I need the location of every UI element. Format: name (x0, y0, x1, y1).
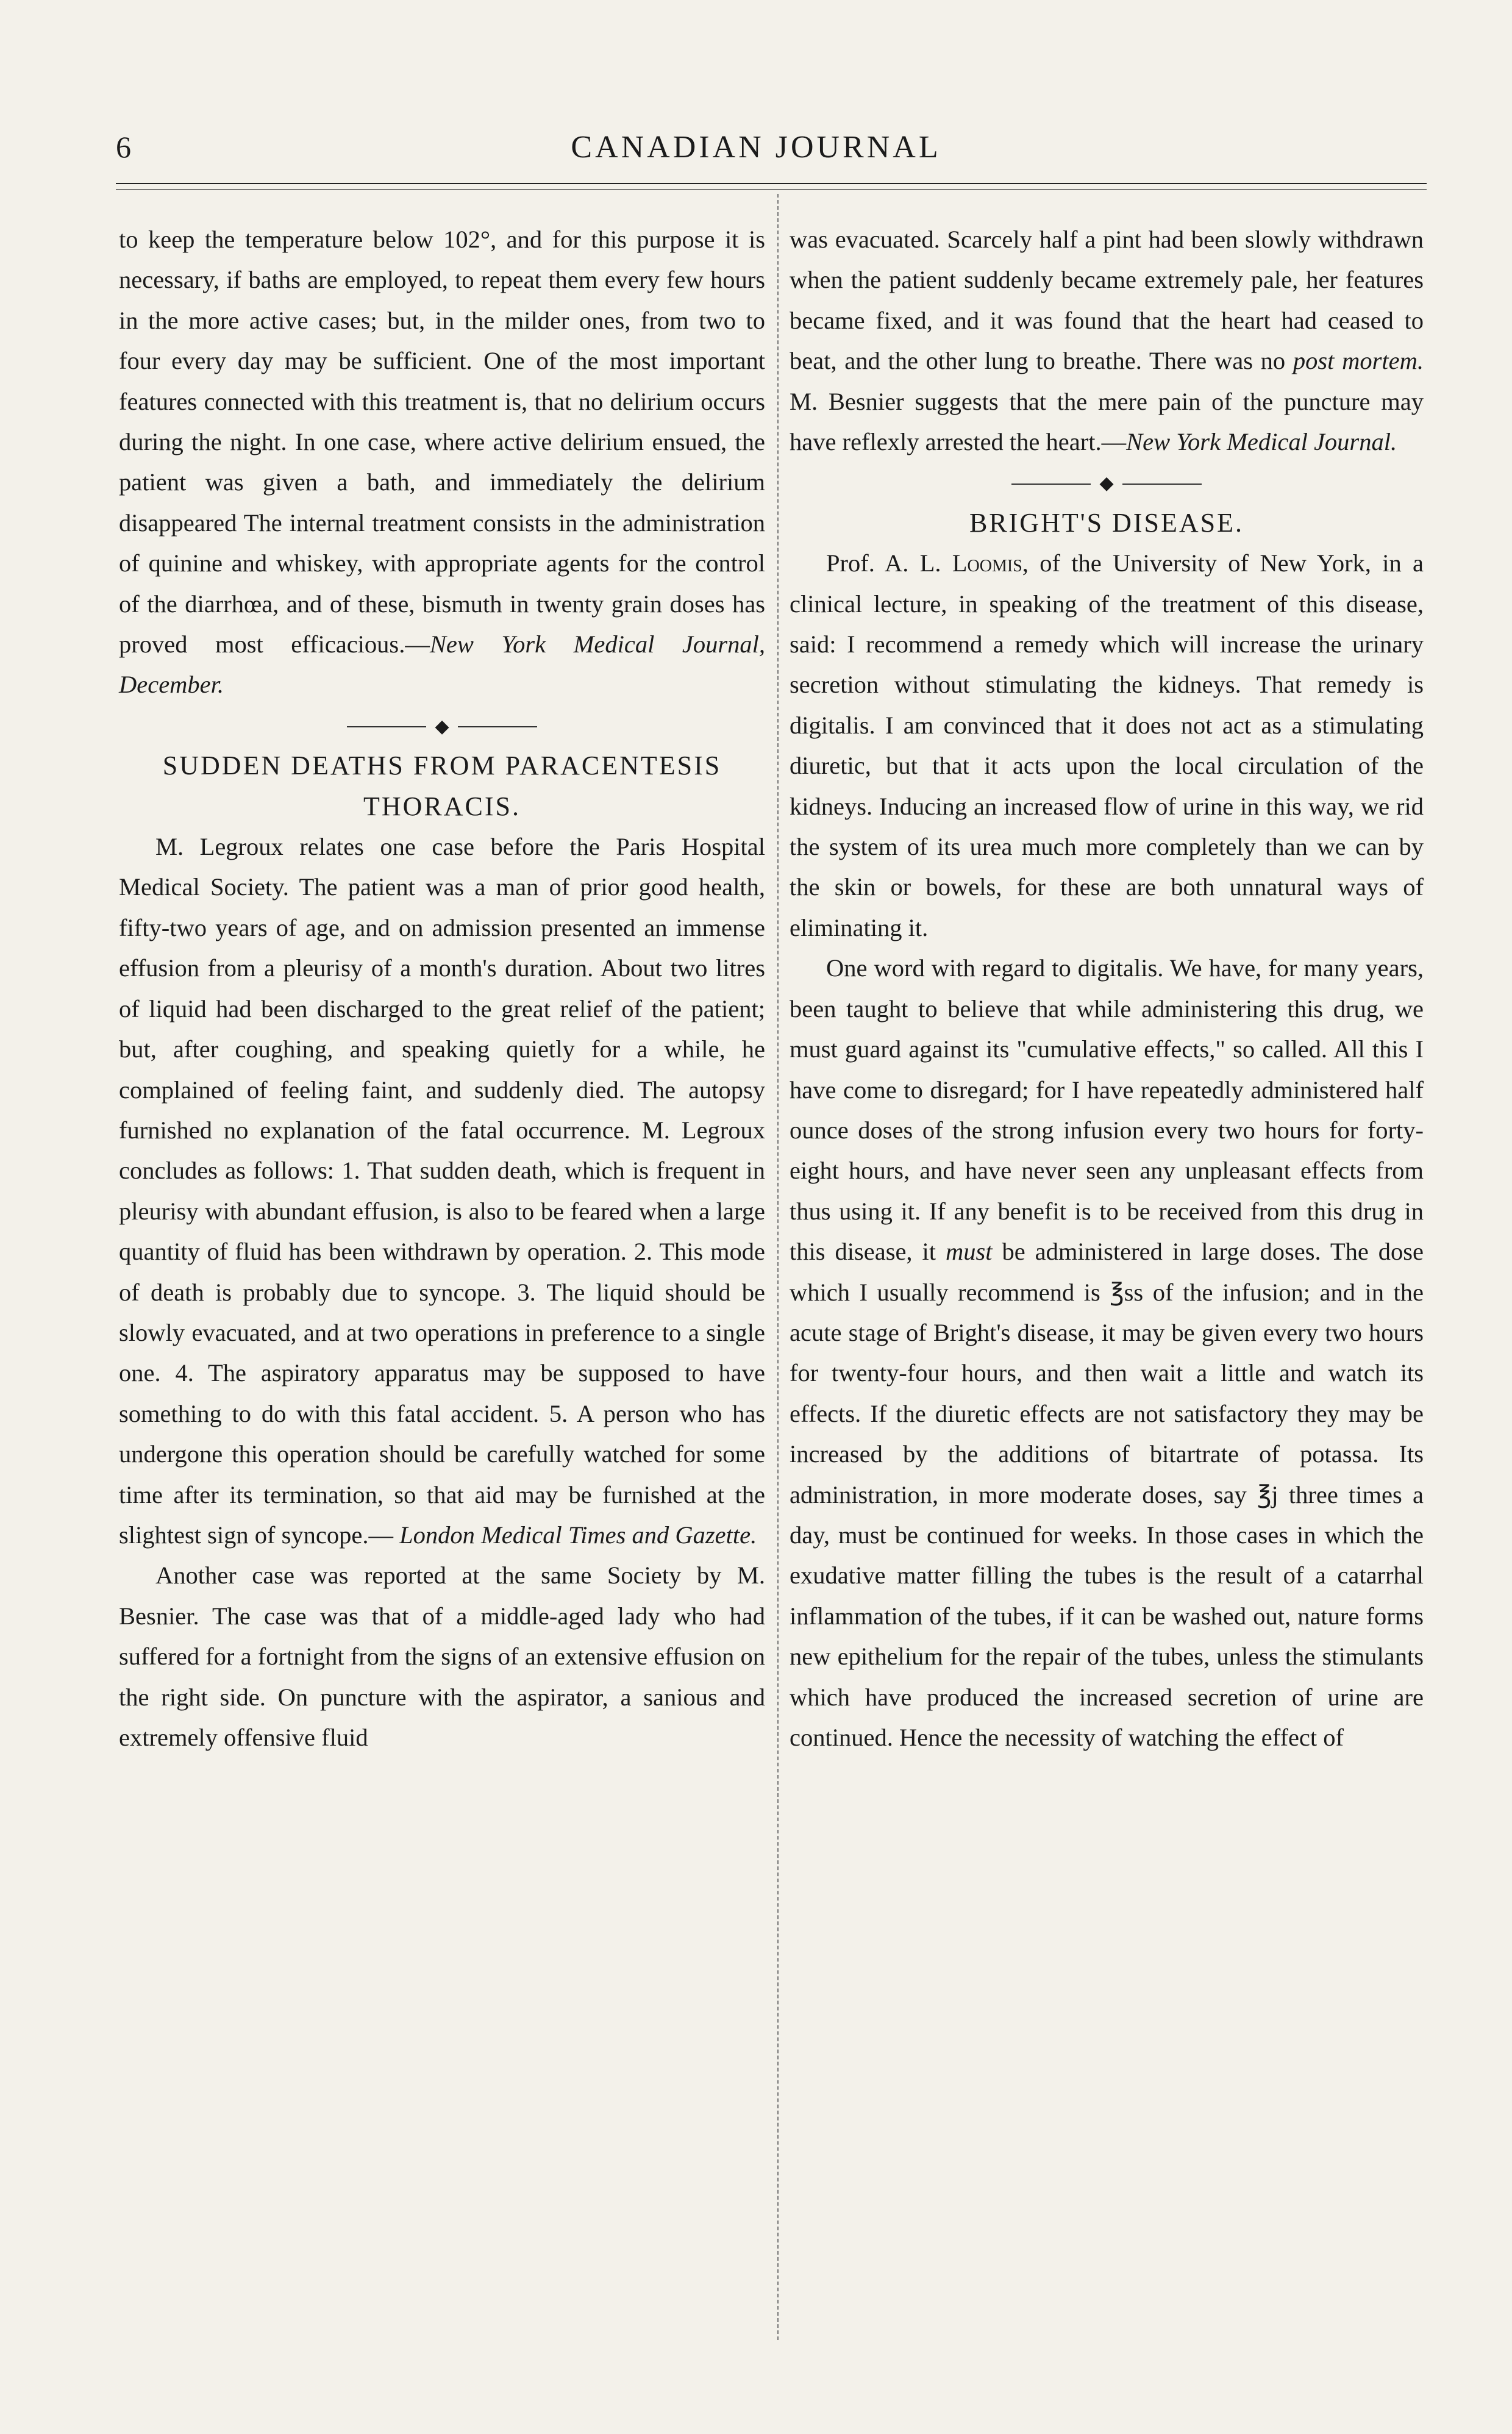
article-heading-paracentesis: SUDDEN DEATHS FROM PARACENTESIS THORACIS. (162, 751, 722, 821)
section-ornament: ◆ (790, 462, 1424, 502)
paragraph-text: One word with regard to digitalis. We have, for many years, been taught to believe that while administering this drug, we must guard against its "cumulative effects," so called. All this I have come to disregard; for I have repeatedly administered half ounce doses of the strong infusion every two hours for forty-eight hours, and have never seen any unpleasant effects from thus using it. If any benefit is to be received from this drug in this disease, it (790, 954, 1424, 1266)
header-rule (116, 183, 1427, 184)
besnier-continuation-paragraph (790, 219, 1424, 462)
article-heading-brights-disease: BRIGHT'S DISEASE. (969, 507, 1244, 538)
paragraph-text: was evacuated. Scarcely half a pint had been slowly withdrawn when the patient suddenly became extremely pale, her features became fixed, and it was found that the heart had ceased to beat, and the other lung to breathe. There was no (790, 226, 1424, 375)
right-column (790, 219, 1424, 1758)
section-ornament: ◆ (119, 705, 765, 746)
italic-term: must (946, 1238, 993, 1266)
paragraph-text: Another case was reported at the same Society by M. Besnier. The case was that of a middle-aged lady who had suffered for a fortnight from the signs of an extensive effusion on the right side. On puncture with the aspirator, a sanious and extremely offensive fluid (119, 1561, 765, 1752)
italic-term: post mortem. (1293, 347, 1424, 375)
paragraph-text: Prof. A. L. (826, 549, 941, 577)
besnier-paragraph (119, 1555, 765, 1758)
column-divider (777, 194, 779, 2340)
loomis-paragraph (790, 543, 1424, 948)
paragraph-text: M. Legroux relates one case before the Paris Hospital Medical Society. The patient was a man of prior good health, fifty-two years of age, and on admission presented an immense effusion from a pleurisy of a month's duration. About two litres of liquid had been discharged to the great relief of the patient; but, after coughing, and speaking quietly for a while, he complained of feeling faint, and suddenly died. The autopsy furnished no explanation of the fatal occurrence. M. Legroux concludes as follows: 1. That sudden death, which is frequent in pleurisy with abundant effusion, is also to be feared when a large quantity of fluid has been withdrawn by operation. 2. This mode of death is probably due to syncope. 3. The liquid should be slowly evacuated, and at two operations in preference to a single one. 4. The aspiratory apparatus may be supposed to have something to do with this fatal accident. 5. A person who has undergone this operation should be carefully watched for some time after its termination, so that aid may be furnished at the slightest sign of syncope.— (119, 833, 765, 1549)
running-header-title: CANADIAN JOURNAL (571, 130, 941, 165)
legroux-paragraph (119, 827, 765, 1555)
paragraph-text: , of the University of New York, in a clinical lecture, in speaking of the treatment of this disease, said: I recommend a remedy which will increase the urinary secretion without stimulating the kidneys. That remedy is digitalis. I am convinced that it does not act as a stimulating diuretic, but that it acts upon the local circulation of the kidneys. Inducing an increased flow of urine in this way, we rid the system of its urea much more completely than we can by the skin or bowels, for these are both unnatural ways of eliminating it. (790, 549, 1424, 941)
header-rule-thin (116, 189, 1427, 190)
paragraph-text: M. Besnier suggests that the mere pain of the puncture may have reflexly arrested the heart.— (790, 387, 1424, 456)
source-citation: London Medical Times and Gazette. (399, 1521, 757, 1549)
page-number: 6 (116, 130, 131, 164)
left-column (119, 219, 765, 1758)
digitalis-paragraph (790, 948, 1424, 1758)
source-citation: New York Medical Journal. (1126, 428, 1397, 456)
source-citation: New York Medical Journal, December. (119, 630, 766, 699)
paragraph-text: to keep the temperature below 102°, and for this purpose it is necessary, if baths are employed, to repeat them every few hours in the more active cases; but, in the milder ones, from two to four every day may be sufficient. One of the most important features connected with this treatment is, that no delirium occurs during the night. In one case, where active delirium ensued, the patient was given a bath, and immediately the delirium disappeared The internal treatment consists in the administration of quinine and whiskey, with appropriate agents for the control of the diarrhœa, and of these, bismuth in twenty grain doses has proved most efficacious. (119, 226, 765, 658)
paragraph-text: be administered in large doses. The dose which I usually recommend is ℥ss of the infusion; and in the acute stage of Bright's disease, it may be given every two hours for twenty-four hours, and then wait a little and watch its effects. If the diuretic effects are not satisfactory they may be increased by the additions of bitartrate of potassa. Its administration, in more moderate doses, say ℥j three times a day, must be continued for weeks. In those cases in which the exudative matter filling the tubes is the result of a catarrhal inflammation of the tubes, if it can be washed out, nature forms new epithelium for the repair of the tubes, unless the stimulants which have produced the increased secretion of urine are continued. Hence the necessity of watching the effect of (790, 1238, 1424, 1752)
typhoid-treatment-paragraph: to keep the temperature below 102°, and for this purpose it is necessary, if baths are employed, to repeat them every few hours in the more active cases; but, in the milder ones, from two to four every day may be sufficient. One of the most important features connected with this treatment is, that no delirium occurs during the night. In one case, where active delirium ensued, the patient was given a bath, and immediately the delirium disappeared The internal treatment consists in the administration of quinine and whiskey, with appropriate agents for the control of the diarrhœa, and of these, bismuth in twenty grain doses has proved most efficacious.—New York Medical Journal, December. (119, 226, 766, 699)
author-name: Loomis (952, 549, 1022, 577)
